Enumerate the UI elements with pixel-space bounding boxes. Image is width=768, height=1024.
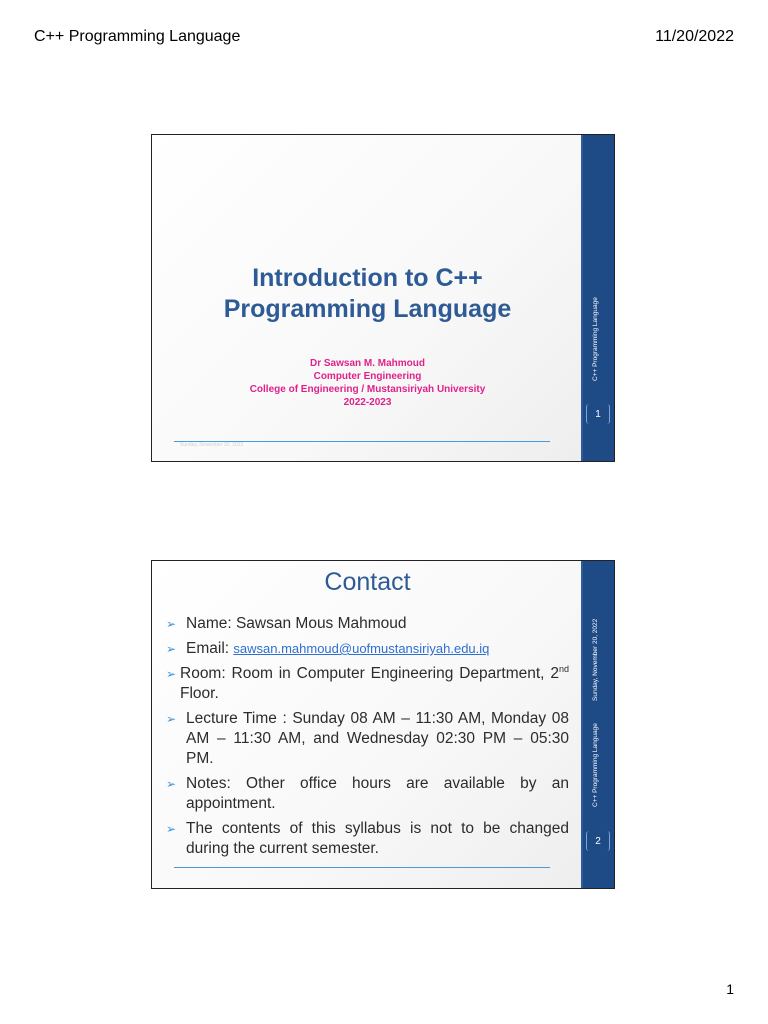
bullet-notes-text: Notes: Other office hours are available by an appointment. — [186, 775, 569, 812]
bullet-room-suffix: Floor. — [180, 685, 219, 702]
bullet-name — [164, 614, 569, 634]
page-header-date: 11/20/2022 — [655, 28, 734, 45]
slide-2-title: Contact — [324, 568, 411, 596]
bullet-syllabus — [164, 819, 569, 859]
page-header-title: C++ Programming Language — [34, 28, 241, 45]
slide-2 — [151, 560, 615, 889]
email-link[interactable]: sawsan.mahmoud@uofmustansiriyah.edu.iq — [233, 641, 490, 656]
bullet-lecture-text: Lecture Time : Sunday 08 AM – 11:30 AM, Monday 08 AM – 11:30 AM, and Wednesday 02:30 PM – 05:30 PM. — [186, 710, 569, 767]
slide-number-badge: 1 — [586, 404, 610, 424]
bullet-name-text: Name: Sawsan Mous Mahmoud — [186, 615, 407, 632]
arrow-bullet-icon: ➢ — [166, 617, 177, 631]
sidebar-divider — [581, 135, 583, 461]
bullet-room-text: Room: Room in Computer Engineering Department, 2 — [180, 665, 559, 682]
arrow-bullet-icon: ➢ — [166, 667, 177, 681]
sidebar-date-label: Sunday, November 20, 2022 — [592, 618, 599, 701]
slide-2-sidebar — [581, 561, 614, 888]
bullet-lecture-time — [164, 709, 569, 769]
title-line-1: Introduction to C++ — [252, 264, 483, 292]
academic-year: 2022-2023 — [343, 397, 392, 408]
author-block — [152, 357, 583, 409]
bullet-room — [164, 664, 569, 704]
room-floor-superscript: nd — [558, 663, 569, 674]
bullet-syllabus-text: The contents of this syllabus is not to be changed during the current semester. — [186, 820, 569, 857]
sidebar-course-label: C++ Programming Language — [592, 723, 599, 807]
slide-1-sidebar — [581, 135, 614, 461]
page-number: 1 — [726, 981, 734, 997]
bullet-email — [164, 639, 569, 659]
arrow-bullet-icon: ➢ — [166, 822, 177, 836]
slide-2-content — [152, 561, 583, 888]
bullet-notes — [164, 774, 569, 814]
contact-bullet-list — [164, 614, 569, 864]
slide-1-title — [152, 263, 583, 325]
slide-2-footer-line — [174, 867, 550, 868]
arrow-bullet-icon: ➢ — [166, 642, 177, 656]
author-department: Computer Engineering — [313, 371, 422, 382]
author-college: College of Engineering / Mustansiriyah University — [249, 384, 486, 395]
sidebar-divider — [581, 561, 583, 888]
author-name: Dr Sawsan M. Mahmoud — [309, 358, 425, 369]
title-line-2: Programming Language — [223, 295, 512, 323]
slide-1 — [151, 134, 615, 462]
email-label: Email: — [186, 640, 230, 657]
sidebar-course-label: C++ Programming Language — [592, 297, 599, 381]
arrow-bullet-icon: ➢ — [166, 712, 177, 726]
slide-1-content — [152, 135, 583, 461]
arrow-bullet-icon: ➢ — [166, 777, 177, 791]
slide-number-badge: 2 — [586, 831, 610, 851]
slide-1-footer-date: Sunday, November 20, 2022 — [180, 442, 244, 448]
